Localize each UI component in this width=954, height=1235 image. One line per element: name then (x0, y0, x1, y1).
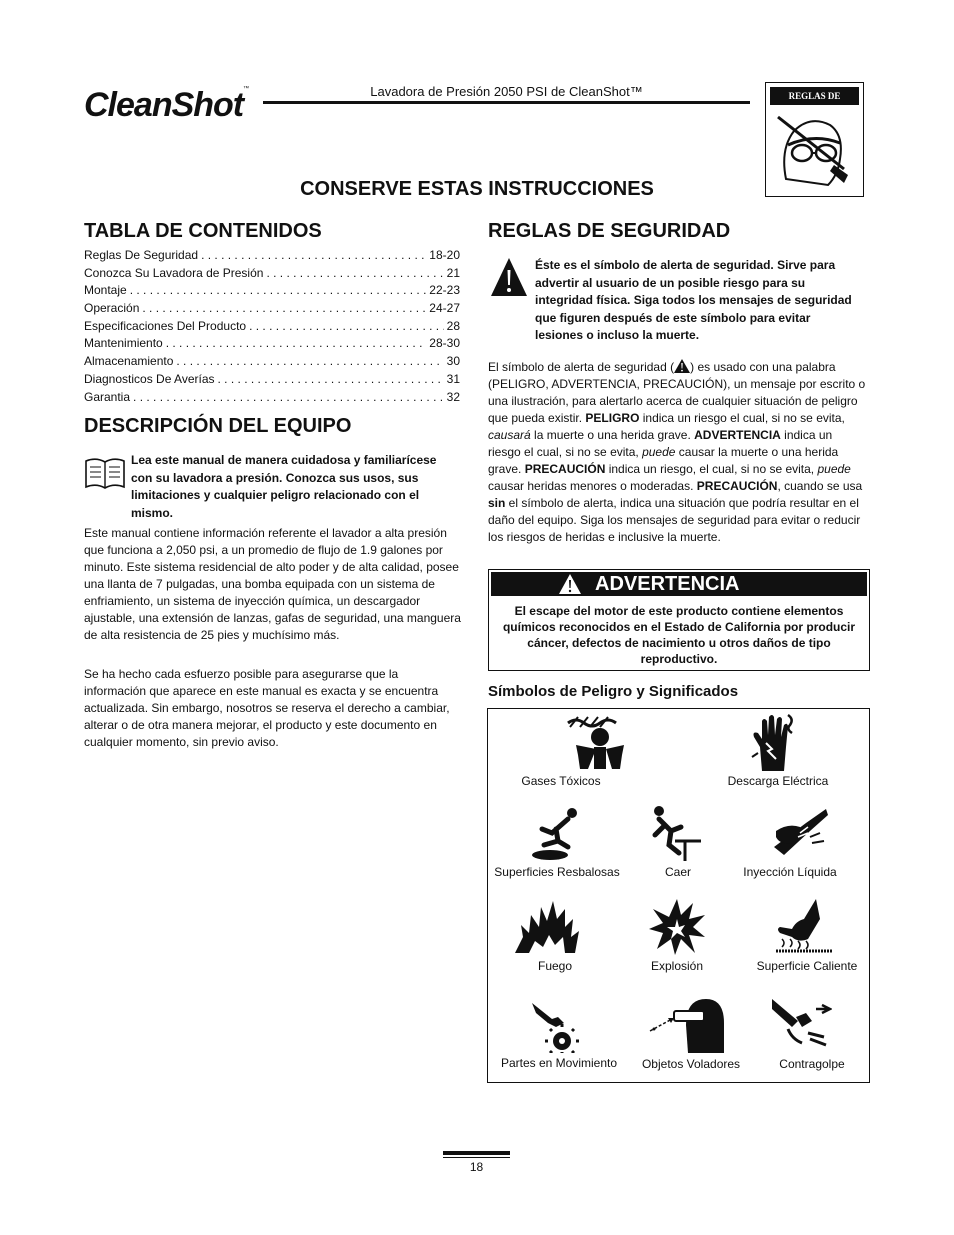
toc-row (84, 265, 460, 283)
toc-page: 22-23 (429, 283, 460, 298)
warning-header (491, 572, 867, 596)
fire-icon (515, 897, 579, 953)
toc-page: 30 (446, 354, 460, 369)
open-book-icon (84, 457, 126, 491)
warning-title: ADVERTENCIA (595, 573, 740, 595)
toc-row (84, 318, 460, 336)
fall-icon (651, 803, 701, 861)
safety-alert-note: Éste es el símbolo de alerta de seguridad. Sirve para advertir al usuario de un posible riesgo para su integridad física. Siga todos los mensajes de seguridad que figuren después de este símbolo para evitar lesiones o incluso la muerte. (535, 258, 852, 342)
hazard-label: Partes en Movimiento (500, 1056, 618, 1070)
toc-page: 28-30 (429, 336, 460, 351)
toc-label: Mantenimiento (84, 336, 163, 351)
toc-row (84, 389, 460, 407)
hazard-label: Descarga Eléctrica (727, 774, 829, 788)
toc-page: 32 (446, 389, 460, 404)
toc-label: Garantia (84, 389, 131, 404)
toc-label: Reglas De Seguridad (84, 248, 199, 262)
fluid-injection-icon (770, 803, 830, 861)
hazard-label: Explosión (650, 959, 704, 973)
warning-alert-icon (559, 574, 581, 594)
description-paragraph-2: Se ha hecho cada esfuerzo posible para asegurarse que la información que aparece en este manual es exacta y se encuentra actualizada. Sin embargo, nosotros se reserva el derecho a cambiar, alterar o de otra manera mejorar, el producto y este documento en cualquier momento, sin previo aviso. (84, 667, 450, 749)
toc-leader-dots (266, 265, 443, 283)
toxic-gas-icon (566, 715, 628, 769)
hazard-label: Caer (664, 865, 691, 879)
explosion-icon (649, 899, 705, 955)
warning-text: El escape del motor de este producto contiene elementos químicos reconocidos en el Estado de California por producir cáncer, defectos de nacimiento u otros daños de tipo reproductivo. (502, 604, 856, 666)
safety-rules-paragraph: El símbolo de alerta de seguridad ( ) es usado con una palabra (PELIGRO, ADVERTENCIA, PRECAUCIÓN), un mensaje por escrito o una ilustración, para alertarlo acerca de cualquier situación de peligro que pueda existir. PELIGRO indica un riesgo el cual, si no se evita, causará la muerte o una herida grave. ADVERTENCIA indica un riesgo el cual, si no se evita, puede causar la muerte o una herida grave. PRECAUCIÓN indica un riesgo, el cual, si no se evita, puede causar heridas menores o moderadas. PRECAUCIÓN, cuando se usa sin el símbolo de alerta, indica una situación que podría resultar en el daño del equipo. Siga los mensajes de seguridad para evitar o reducir los riesgos de heridas e inclusive la muerte. (488, 360, 866, 544)
toc-row (84, 335, 460, 353)
safety-rules-heading: REGLAS DE SEGURIDAD (488, 220, 731, 242)
hazard-label: Gases Tóxicos (521, 774, 601, 788)
toc-label: Almacenamiento (84, 354, 174, 369)
hazard-label: Superficies Resbalosas (494, 865, 620, 879)
page-number: 18 (469, 1160, 484, 1174)
document-title: Lavadora de Presión 2050 PSI de CleanShot™ (370, 84, 643, 99)
toc-page: 21 (446, 265, 460, 280)
toc-page: 28 (446, 318, 460, 333)
footer-rule (443, 1157, 510, 1158)
hot-surface-icon (776, 899, 832, 955)
toc-row (84, 353, 460, 371)
moving-parts-icon (532, 999, 582, 1053)
toc-leader-dots (176, 353, 443, 371)
toc-page: 31 (446, 371, 460, 386)
read-manual-note: Lea este manual de manera cuidadosa y familiarícese con su lavadora a presión. Conozca sus usos, sus limitaciones y cualquier peligro relacionado con el mismo. (131, 453, 437, 520)
hazard-label: Inyección Líquida (743, 865, 837, 879)
toc-heading: TABLA DE CONTENIDOS (84, 220, 322, 242)
toc-label: Diagnosticos De Averías (84, 371, 215, 386)
toc-label: Conozca Su Lavadora de Presión (84, 265, 264, 280)
toc-row (84, 282, 460, 300)
flying-objects-icon (648, 997, 726, 1053)
kickback-icon (772, 999, 832, 1049)
hazard-label: Fuego (537, 959, 573, 973)
toc-label: Montaje (84, 283, 127, 298)
toc-label: Operación (84, 301, 140, 316)
toc-leader-dots (249, 318, 444, 336)
electric-shock-icon (750, 713, 796, 771)
hazard-label: Objetos Voladores (641, 1057, 741, 1071)
hazard-symbols-box (487, 708, 870, 1083)
main-title: CONSERVE ESTAS INSTRUCCIONES (300, 178, 654, 200)
toc-leader-dots (133, 389, 444, 407)
warning-box (488, 569, 870, 671)
toc-page: 24-27 (429, 301, 460, 316)
slippery-surface-icon (528, 807, 580, 861)
hazard-symbols-heading: Símbolos de Peligro y Significados (488, 683, 739, 700)
hazard-label: Contragolpe (779, 1057, 845, 1071)
header-rule (263, 101, 750, 104)
toc-row (84, 371, 460, 389)
table-of-contents (84, 247, 460, 406)
footer-bar (443, 1151, 510, 1155)
toc-label: Especificaciones Del Producto (84, 318, 247, 333)
toc-leader-dots (201, 247, 426, 265)
toc-leader-dots (142, 300, 426, 318)
toc-row (84, 300, 460, 318)
cleanshot-logo: CleanShot™ (84, 86, 249, 124)
toc-leader-dots (166, 335, 427, 353)
safety-alert-icon (489, 256, 529, 298)
description-paragraph-1: Este manual contiene información referente el lavador a alta presión que funciona a 2,050 psi, a un promedio de flujo de 1.9 galones por minuto. Este sistema residencial de alto poder y de alta calidad, posee una llanta de 7 pulgadas, una bomba equipada con un sistema de enfriamiento, un sistema de inyección química, un descargador ajustable, una extensión de lanzas, gafas de seguridad, una manguera de alta resistencia de 25 pies y muchísimo más. (84, 526, 461, 642)
toc-leader-dots (218, 371, 444, 389)
hazard-label: Superficie Caliente (756, 959, 858, 973)
description-heading: DESCRIPCIÓN DEL EQUIPO (84, 415, 352, 437)
toc-page: 18-20 (429, 248, 460, 262)
toc-row (84, 247, 460, 265)
badge-title: REGLAS DE SEGURIDAD (770, 87, 859, 105)
toc-leader-dots (130, 282, 427, 300)
inline-alert-icon (674, 359, 690, 373)
